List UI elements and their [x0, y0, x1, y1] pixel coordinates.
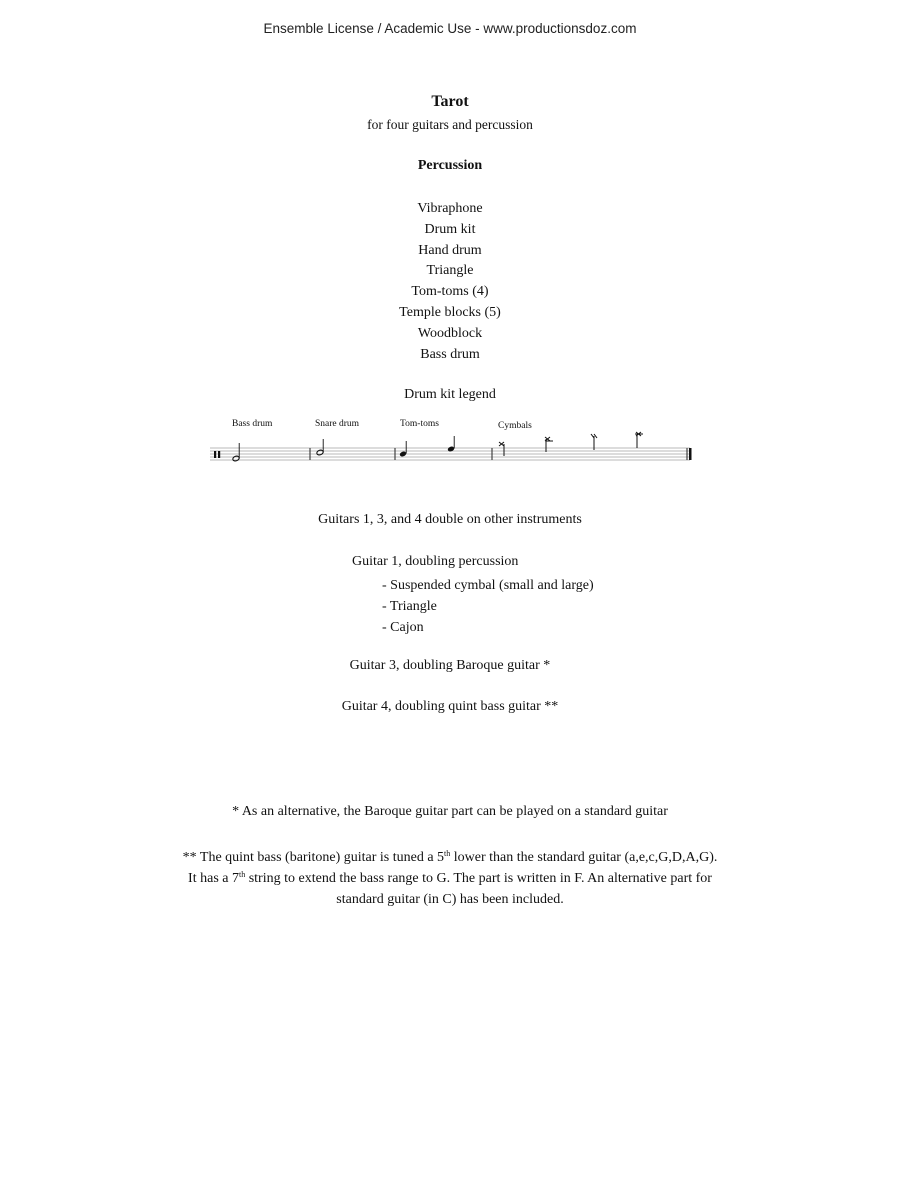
footnote-quint-bass: [0, 847, 900, 910]
section-title: Percussion: [417, 158, 483, 173]
drum-kit-legend-staff: [205, 412, 695, 472]
bass-drum-note: [232, 443, 240, 462]
cymbal-note: [591, 434, 597, 450]
instrument-item: Triangle: [426, 263, 474, 279]
footnote-baroque: * As an alternative, the Baroque guitar part can be played on a standard guitar: [232, 804, 668, 819]
list-item: - Cajon: [382, 620, 424, 635]
instrument-item: Tom-toms (4): [411, 284, 489, 300]
footnote-line-2: It has a 7th string to extend the bass range to G. The part is written in F. An alternative part for: [188, 870, 712, 886]
legend-label-bass-drum: Bass drum: [232, 419, 273, 429]
snare-drum-note: [316, 439, 324, 456]
instrument-item: Woodblock: [417, 325, 483, 341]
instrument-item: Bass drum: [420, 346, 480, 362]
guitar4-doubling: Guitar 4, doubling quint bass guitar **: [341, 699, 559, 714]
guitar3-doubling: Guitar 3, doubling Baroque guitar *: [349, 658, 551, 673]
tom-tom-note: [447, 436, 455, 452]
cymbal-note: [545, 437, 553, 452]
legend-label-cymbals: Cymbals: [498, 421, 532, 431]
footnote-line-3: standard guitar (in C) has been included.: [336, 892, 564, 907]
staff-svg: [205, 412, 695, 472]
legend-title: Drum kit legend: [404, 387, 496, 402]
instrument-item: Temple blocks (5): [399, 304, 501, 320]
footnote-line-1: ** The quint bass (baritone) guitar is tuned a 5th lower than the standard guitar (a,e,c,G,D,A,G).: [182, 849, 718, 865]
list-item: - Suspended cymbal (small and large): [382, 578, 594, 593]
final-barline: [689, 448, 692, 460]
legend-label-snare-drum: Snare drum: [315, 419, 360, 429]
tom-tom-note: [399, 441, 407, 457]
instrument-list: [0, 199, 900, 365]
license-header: Ensemble License / Academic Use - www.productionsdoz.com: [263, 21, 637, 36]
guitar1-doubling-list: [382, 575, 594, 638]
instrument-item: Hand drum: [418, 242, 482, 258]
piece-subtitle: for four guitars and percussion: [367, 117, 533, 132]
instrument-item: Drum kit: [424, 221, 476, 237]
guitar1-heading: Guitar 1, doubling percussion: [352, 554, 519, 569]
cymbal-note: [635, 432, 643, 448]
instrument-item: Vibraphone: [417, 201, 483, 216]
piece-title: Tarot: [431, 93, 469, 110]
list-item: - Triangle: [382, 599, 437, 614]
guitars-heading: Guitars 1, 3, and 4 double on other instruments: [318, 512, 582, 527]
legend-label-tom-toms: Tom-toms: [400, 419, 439, 429]
